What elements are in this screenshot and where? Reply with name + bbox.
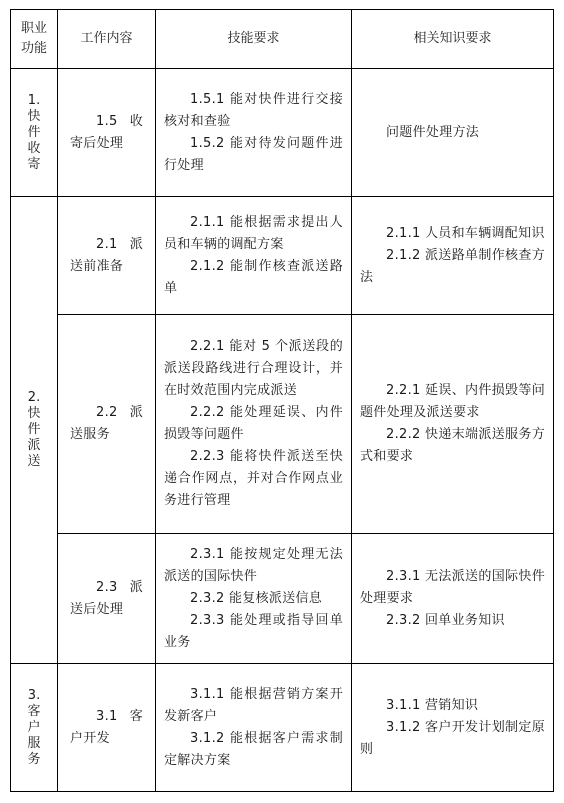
knowledge-cell: [352, 315, 554, 534]
func-cell-2: [11, 197, 58, 664]
skill-item: 2.3.1 能按规定处理无法派送的国际快件: [164, 546, 343, 584]
skill-item: 1.5.1 能对快件进行交接核对和查验: [164, 91, 343, 129]
header-func: [11, 10, 58, 69]
skill-cell: [156, 69, 352, 197]
header-func-line2: 功能: [20, 41, 47, 56]
header-func-line1: 职业: [20, 21, 47, 36]
skill-cell: [156, 315, 352, 534]
knowledge-item: 2.1.2 派送路单制作核查方法: [360, 247, 545, 285]
func-char: 收: [27, 140, 41, 156]
knowledge-item: 3.1.2 客户开发计划制定原则: [360, 719, 545, 757]
skill-item: 2.2.3 能将快件派送至快递合作网点，并对合作网点业务进行管理: [164, 449, 343, 508]
skill-cell: [156, 664, 352, 792]
knowledge-cell: [352, 69, 554, 197]
func-char: 寄: [27, 156, 41, 172]
table-row: [11, 69, 554, 197]
knowledge-cell: [352, 197, 554, 315]
knowledge-item: 2.1.1 人员和车辆调配知识: [386, 225, 545, 241]
work-text: 1.5 收寄后处理: [70, 113, 143, 151]
func-cell-1: [11, 69, 58, 197]
work-cell: [58, 315, 156, 534]
skills-table: [10, 9, 554, 792]
knowledge-cell: [352, 534, 554, 664]
skill-item: 2.2.2 能处理延误、内件损毁等问题件: [164, 405, 343, 442]
knowledge-item: 2.3.2 回单业务知识: [386, 612, 505, 628]
func-char: 件: [27, 124, 41, 140]
func-char: 2.: [27, 390, 41, 405]
knowledge-item: 2.2.1 延误、内件损毁等问题件处理及派送要求: [360, 383, 545, 420]
work-text: 2.1 派送前准备: [70, 236, 143, 274]
func-char: 送: [27, 454, 41, 469]
knowledge-item: 3.1.1 营销知识: [386, 697, 479, 713]
skill-item: 3.1.1 能根据营销方案开发新客户: [164, 686, 343, 724]
work-cell: [58, 69, 156, 197]
knowledge-item: 2.2.2 快递末端派送服务方式和要求: [360, 427, 545, 464]
work-text: 2.2 派送服务: [70, 405, 143, 442]
skill-item: 2.3.3 能处理或指导回单业务: [164, 612, 343, 650]
work-text: 2.3 派送后处理: [70, 579, 143, 617]
skill-item: 3.1.2 能根据客户需求制定解决方案: [164, 730, 343, 768]
table-row: [11, 664, 554, 792]
header-row: [11, 10, 554, 69]
work-cell: [58, 664, 156, 792]
func-char: 3.: [27, 687, 41, 703]
func-char: 务: [27, 751, 41, 767]
skill-item: 2.1.1 能根据需求提出人员和车辆的调配方案: [164, 214, 343, 252]
func-char: 快: [27, 406, 41, 421]
func-char: 户: [27, 719, 41, 735]
knowledge-item: 2.3.1 无法派送的国际快件处理要求: [360, 568, 545, 606]
table-row: [11, 197, 554, 315]
work-cell: [58, 197, 156, 315]
skill-cell: [156, 534, 352, 664]
skill-item: 2.3.2 能复核派送信息: [190, 590, 323, 606]
header-skill: 技能要求: [156, 10, 352, 69]
skill-item: 2.1.2 能制作核查派送路单: [164, 258, 343, 296]
func-char: 客: [27, 703, 41, 719]
knowledge-item: 问题件处理方法: [386, 124, 480, 140]
skill-cell: [156, 197, 352, 315]
func-char: 1.: [27, 92, 41, 108]
knowledge-cell: [352, 664, 554, 792]
func-cell-3: [11, 664, 58, 792]
skill-item: 2.2.1 能对 5 个派送段的派送段路线进行合理设计，并在时效范围内完成派送: [164, 339, 343, 398]
table-row: [11, 315, 554, 534]
func-char: 快: [27, 108, 41, 124]
header-knowledge: 相关知识要求: [352, 10, 554, 69]
func-char: 派: [27, 438, 41, 453]
work-cell: [58, 534, 156, 664]
func-char: 服: [27, 735, 41, 751]
func-char: 件: [27, 422, 41, 437]
work-text: 3.1 客户开发: [70, 708, 143, 746]
header-work: 工作内容: [58, 10, 156, 69]
table-row: [11, 534, 554, 664]
skill-item: 1.5.2 能对待发问题件进行处理: [164, 135, 343, 173]
